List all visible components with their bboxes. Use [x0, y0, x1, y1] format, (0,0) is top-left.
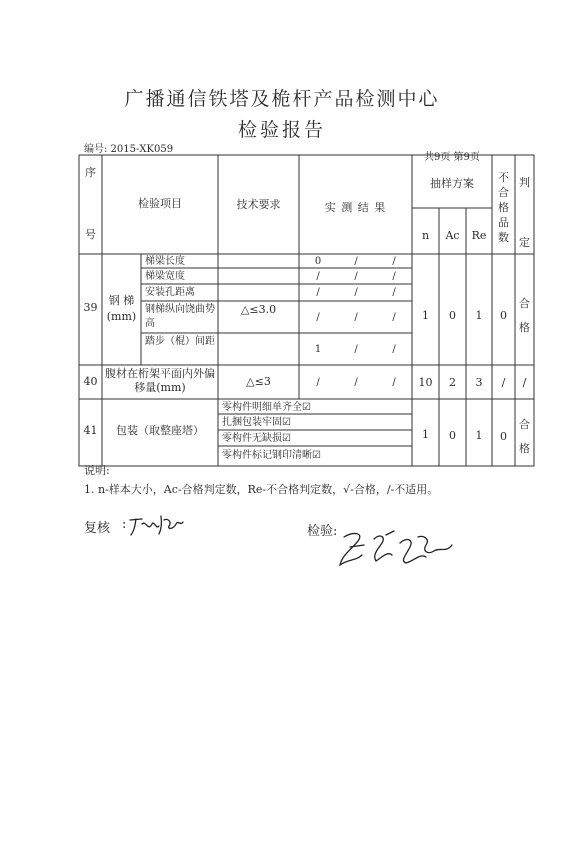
row41-no: 41 [83, 424, 98, 437]
inspector-signature [334, 525, 460, 571]
row39-result-cell: / [354, 256, 358, 267]
row41-subitem: 扎捆包装牢固☑ [222, 417, 291, 428]
row39-result-cell: / [354, 344, 358, 355]
review-label: 复核 [84, 521, 111, 536]
header-tech: 技术要求 [236, 198, 281, 211]
row40-unqualified: / [501, 376, 506, 389]
row40-re: 3 [475, 376, 483, 389]
row39-judge: 合格 [519, 297, 530, 334]
row39-unqualified: 0 [500, 309, 507, 322]
inspect-label: 检验: [307, 524, 338, 539]
row39-result-cell: 1 [314, 344, 322, 355]
report-title: 广播通信铁塔及桅杆产品检测中心 [124, 88, 440, 110]
row39-result-cell: 0 [314, 256, 322, 267]
row41-re: 1 [475, 429, 483, 442]
row41-judge: 合格 [519, 418, 530, 455]
row39-result-cell: / [354, 312, 358, 323]
row39-n: 1 [422, 309, 429, 322]
row41-subitem: 零构件无缺损☑ [222, 433, 291, 444]
reviewer-signature [128, 510, 186, 538]
row39-result-cell: / [392, 287, 396, 298]
row41-subitem: 零构件标记钢印清晰☑ [222, 450, 321, 461]
row40-result-cell: / [316, 377, 320, 388]
row39-result-cell: / [392, 312, 396, 323]
review-colon: : [122, 517, 127, 532]
header-seq-top: 序 [85, 166, 96, 179]
row39-result-cell: / [316, 271, 320, 282]
row39-result-cell: / [316, 312, 320, 323]
row40-item: 腹材在桁架平面内外偏移量(mm) [105, 367, 215, 394]
row40-requirement: △≤3 [246, 375, 271, 388]
row41-ac: 0 [449, 429, 456, 442]
header-item: 检验项目 [138, 197, 182, 210]
row40-no: 40 [83, 375, 98, 388]
header-n: n [421, 229, 430, 242]
row39-result-cell: / [316, 287, 320, 298]
row39-result-cell: / [354, 271, 358, 282]
row40-judge: / [522, 376, 527, 389]
row41-n: 1 [422, 428, 429, 441]
header-judge-top: 判 [519, 176, 530, 189]
row41-item: 包装（取整座塔） [116, 424, 204, 437]
header-judge-bottom: 定 [519, 236, 530, 249]
header-seq-bottom: 号 [85, 228, 96, 241]
row39-result-cell: / [392, 256, 396, 267]
row39-requirement: △≤3.0 [240, 303, 277, 316]
row41-unqualified: 0 [500, 430, 507, 443]
row39-subitem: 安装孔距离 [145, 287, 195, 298]
row40-n: 10 [418, 376, 433, 389]
row39-re: 1 [475, 309, 483, 322]
header-result: 实 测 结 果 [324, 201, 387, 214]
notes-label: 说明: [84, 464, 110, 477]
header-unqualified: 不合格品数 [498, 171, 509, 244]
report-number: 编号: 2015-XK059 [84, 144, 174, 155]
report-subtitle: 检验报告 [237, 119, 326, 141]
row39-result-cell: / [354, 287, 358, 298]
header-sampling: 抽样方案 [430, 177, 474, 190]
row40-result-cell: / [392, 377, 396, 388]
row39-subitem: 钢梯纵向饶曲势高 [145, 304, 215, 329]
row39-subitem: 梯梁宽度 [145, 271, 185, 282]
row39-category: 钢 梯 (mm) [106, 294, 137, 323]
row41-subitem: 零构件明细单齐全☑ [222, 402, 311, 413]
page-indicator: 共9页 第9页 [424, 152, 480, 163]
header-ac: Ac [445, 229, 460, 242]
row39-result-cell: / [392, 271, 396, 282]
row39-subitem: 梯梁长度 [145, 256, 185, 267]
header-re: Re [471, 229, 487, 242]
row39-ac: 0 [449, 309, 456, 322]
row40-result-cell: / [354, 377, 358, 388]
notes-line1: 1. n-样本大小，Ac-合格判定数，Re-不合格判定数，√-合格，/-不适用。 [84, 483, 439, 496]
row39-no: 39 [83, 301, 98, 314]
row39-result-cell: / [392, 344, 396, 355]
row39-subitem: 踏步（棍）间距 [145, 336, 215, 347]
row40-ac: 2 [449, 376, 456, 389]
